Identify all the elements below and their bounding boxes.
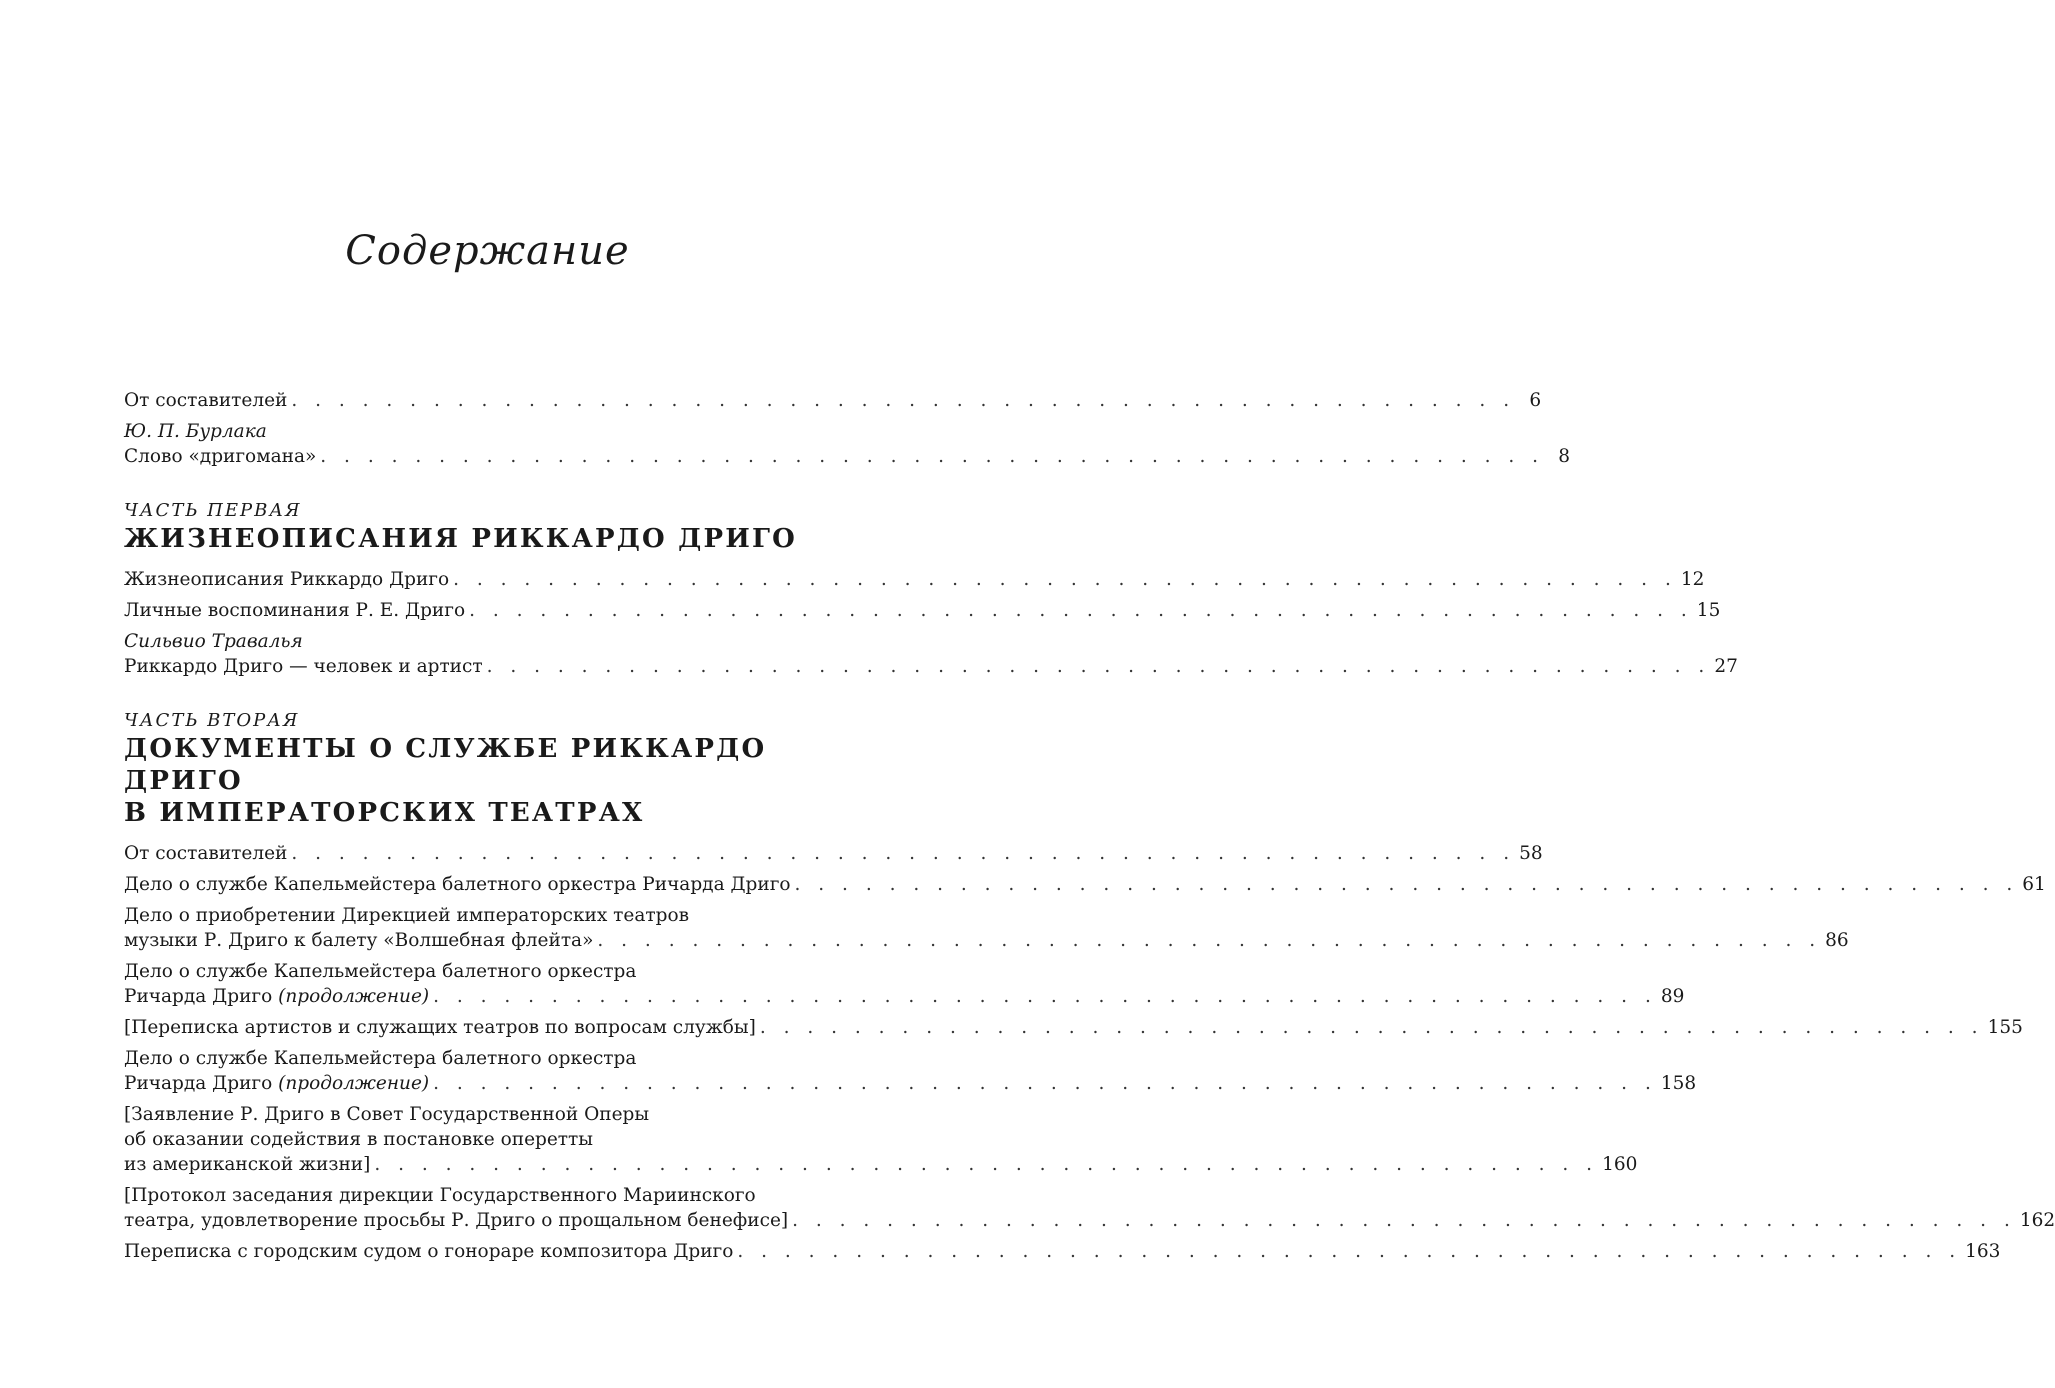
- toc-entry: [124, 872, 2046, 897]
- page-number: 163: [1965, 1241, 2001, 1262]
- entry-last-line: [124, 654, 1738, 679]
- part-title-line: ЖИЗНЕОПИСАНИЯ РИККАРДО ДРИГО: [124, 524, 797, 554]
- entry-title-line: об оказании содействия в постановке оперетты: [124, 1129, 594, 1150]
- entry-title: От составителей: [124, 390, 288, 411]
- toc-entry: [124, 567, 1705, 592]
- entry-last-line: [124, 1071, 1697, 1096]
- leader-dots: . . . . . . . . . . . . . . . . . . . . . . . . . . . . . . . . . . . . . . . . . . . . . . . . . . . .: [794, 874, 2019, 895]
- toc-entry: [124, 841, 1543, 866]
- entry-author: Ю. П. Бурлака: [124, 421, 267, 442]
- leader-dots: . . . . . . . . . . . . . . . . . . . . . . . . . . . . . . . . . . . . . . . . . . . . . . . . . . . .: [486, 656, 1711, 677]
- toc-entry: [124, 1046, 1697, 1096]
- entry-title-line: Дело о службе Капельмейстера балетного оркестра: [124, 1048, 637, 1069]
- entry-author: Сильвио Травалья: [124, 631, 303, 652]
- toc-entry: [124, 388, 1542, 413]
- part-title: [124, 733, 862, 829]
- toc-entry: [124, 1239, 2001, 1264]
- toc-entry: [124, 1015, 2023, 1040]
- leader-dots: . . . . . . . . . . . . . . . . . . . . . . . . . . . . . . . . . . . . . . . . . . . . . . . . . . . .: [291, 390, 1516, 411]
- entry-title-line: [Заявление Р. Дриго в Совет Государственной Оперы: [124, 1104, 650, 1125]
- entry-title: От составителей: [124, 843, 288, 864]
- toc-entry: [124, 1102, 1638, 1177]
- entry-last-line: [124, 1152, 1638, 1177]
- leader-dots: . . . . . . . . . . . . . . . . . . . . . . . . . . . . . . . . . . . . . . . . . . . . . . . . . . . .: [737, 1241, 1962, 1262]
- entry-title: музыки Р. Дриго к балету «Волшебная флейта»: [124, 930, 594, 951]
- part-title-line: В ИМПЕРАТОРСКИХ ТЕАТРАХ: [124, 798, 645, 828]
- entry-last-line: [124, 567, 1705, 592]
- leader-dots: . . . . . . . . . . . . . . . . . . . . . . . . . . . . . . . . . . . . . . . . . . . . . . . . . . . .: [759, 1017, 1984, 1038]
- entry-title: Ричарда Дриго (продолжение): [124, 986, 430, 1007]
- entry-last-line: [124, 1208, 2055, 1233]
- part-title: [124, 523, 862, 555]
- toc-entry: [124, 598, 1721, 623]
- leader-dots: . . . . . . . . . . . . . . . . . . . . . . . . . . . . . . . . . . . . . . . . . . . . . . . . . . . .: [291, 843, 1516, 864]
- toc-entry: [124, 1183, 2055, 1233]
- entry-last-line: [124, 598, 1721, 623]
- page-number: 89: [1660, 986, 1685, 1007]
- leader-dots: . . . . . . . . . . . . . . . . . . . . . . . . . . . . . . . . . . . . . . . . . . . . . . . . . . . .: [597, 930, 1822, 951]
- leader-dots: . . . . . . . . . . . . . . . . . . . . . . . . . . . . . . . . . . . . . . . . . . . . . . . . . . . .: [792, 1210, 2016, 1231]
- page-number: 12: [1680, 569, 1705, 590]
- leader-dots: . . . . . . . . . . . . . . . . . . . . . . . . . . . . . . . . . . . . . . . . . . . . . . . . . . . .: [469, 600, 1693, 621]
- leader-dots: . . . . . . . . . . . . . . . . . . . . . . . . . . . . . . . . . . . . . . . . . . . . . . . . . . . .: [374, 1154, 1599, 1175]
- page-number: 86: [1825, 930, 1849, 951]
- entry-last-line: [124, 872, 2046, 897]
- page-number: 160: [1602, 1154, 1638, 1175]
- page-number: 155: [1987, 1017, 2023, 1038]
- entry-last-line: [124, 1015, 2023, 1040]
- entry-title: Жизнеописания Риккардо Дриго: [124, 569, 450, 590]
- entry-last-line: [124, 841, 1543, 866]
- toc-entry: [124, 903, 1849, 953]
- entry-last-line: [124, 984, 1685, 1009]
- page-number: 8: [1558, 446, 1571, 467]
- page-number: 158: [1660, 1073, 1697, 1094]
- leader-dots: . . . . . . . . . . . . . . . . . . . . . . . . . . . . . . . . . . . . . . . . . . . . . . . . . . . .: [433, 1073, 1657, 1094]
- page-number: 27: [1714, 656, 1738, 677]
- toc-entry: [124, 629, 1738, 679]
- part-label: ЧАСТЬ ПЕРВАЯ: [124, 500, 302, 521]
- toc-entry: [124, 419, 1571, 469]
- page-number: 6: [1529, 390, 1542, 411]
- entry-title: Риккардо Дриго — человек и артист: [124, 656, 483, 677]
- entry-title-line: Дело о службе Капельмейстера балетного оркестра: [124, 961, 637, 982]
- entry-title: [Переписка артистов и служащих театров по вопросам службы]: [124, 1017, 756, 1038]
- leader-dots: . . . . . . . . . . . . . . . . . . . . . . . . . . . . . . . . . . . . . . . . . . . . . . . . . . . .: [453, 569, 1677, 590]
- entry-title-line: Дело о приобретении Дирекцией императорских театров: [124, 905, 690, 926]
- entry-title: Ричарда Дриго (продолжение): [124, 1073, 430, 1094]
- entry-last-line: [124, 444, 1571, 469]
- part-label: ЧАСТЬ ВТОРАЯ: [124, 710, 300, 731]
- entry-title: из американской жизни]: [124, 1154, 371, 1175]
- entry-last-line: [124, 388, 1542, 413]
- entry-title-line: [Протокол заседания дирекции Государственного Мариинского: [124, 1185, 756, 1206]
- page-number: 162: [2019, 1210, 2055, 1231]
- entry-last-line: [124, 928, 1849, 953]
- page-title: Содержание: [345, 228, 630, 274]
- entry-title: Слово «дригомана»: [124, 446, 317, 467]
- page-number: 58: [1519, 843, 1543, 864]
- entry-last-line: [124, 1239, 2001, 1264]
- part-title-line: ДОКУМЕНТЫ О СЛУЖБЕ РИККАРДО ДРИГО: [124, 734, 767, 796]
- entry-title-suffix: (продолжение): [278, 986, 430, 1007]
- toc-entry: [124, 959, 1685, 1009]
- leader-dots: . . . . . . . . . . . . . . . . . . . . . . . . . . . . . . . . . . . . . . . . . . . . . . . . . . . .: [320, 446, 1545, 467]
- entry-title: Личные воспоминания Р. Е. Дриго: [124, 600, 466, 621]
- entry-title: театра, удовлетворение просьбы Р. Дриго о прощальном бенефисе]: [124, 1210, 789, 1231]
- entry-title: Дело о службе Капельмейстера балетного оркестра Ричарда Дриго: [124, 874, 791, 895]
- page-number: 61: [2022, 874, 2046, 895]
- entry-title-suffix: (продолжение): [278, 1073, 430, 1094]
- entry-title: Переписка с городским судом о гонораре композитора Дриго: [124, 1241, 734, 1262]
- table-of-contents: [124, 388, 2055, 1270]
- page-number: 15: [1696, 600, 1721, 621]
- leader-dots: . . . . . . . . . . . . . . . . . . . . . . . . . . . . . . . . . . . . . . . . . . . . . . . . . . . .: [433, 986, 1657, 1007]
